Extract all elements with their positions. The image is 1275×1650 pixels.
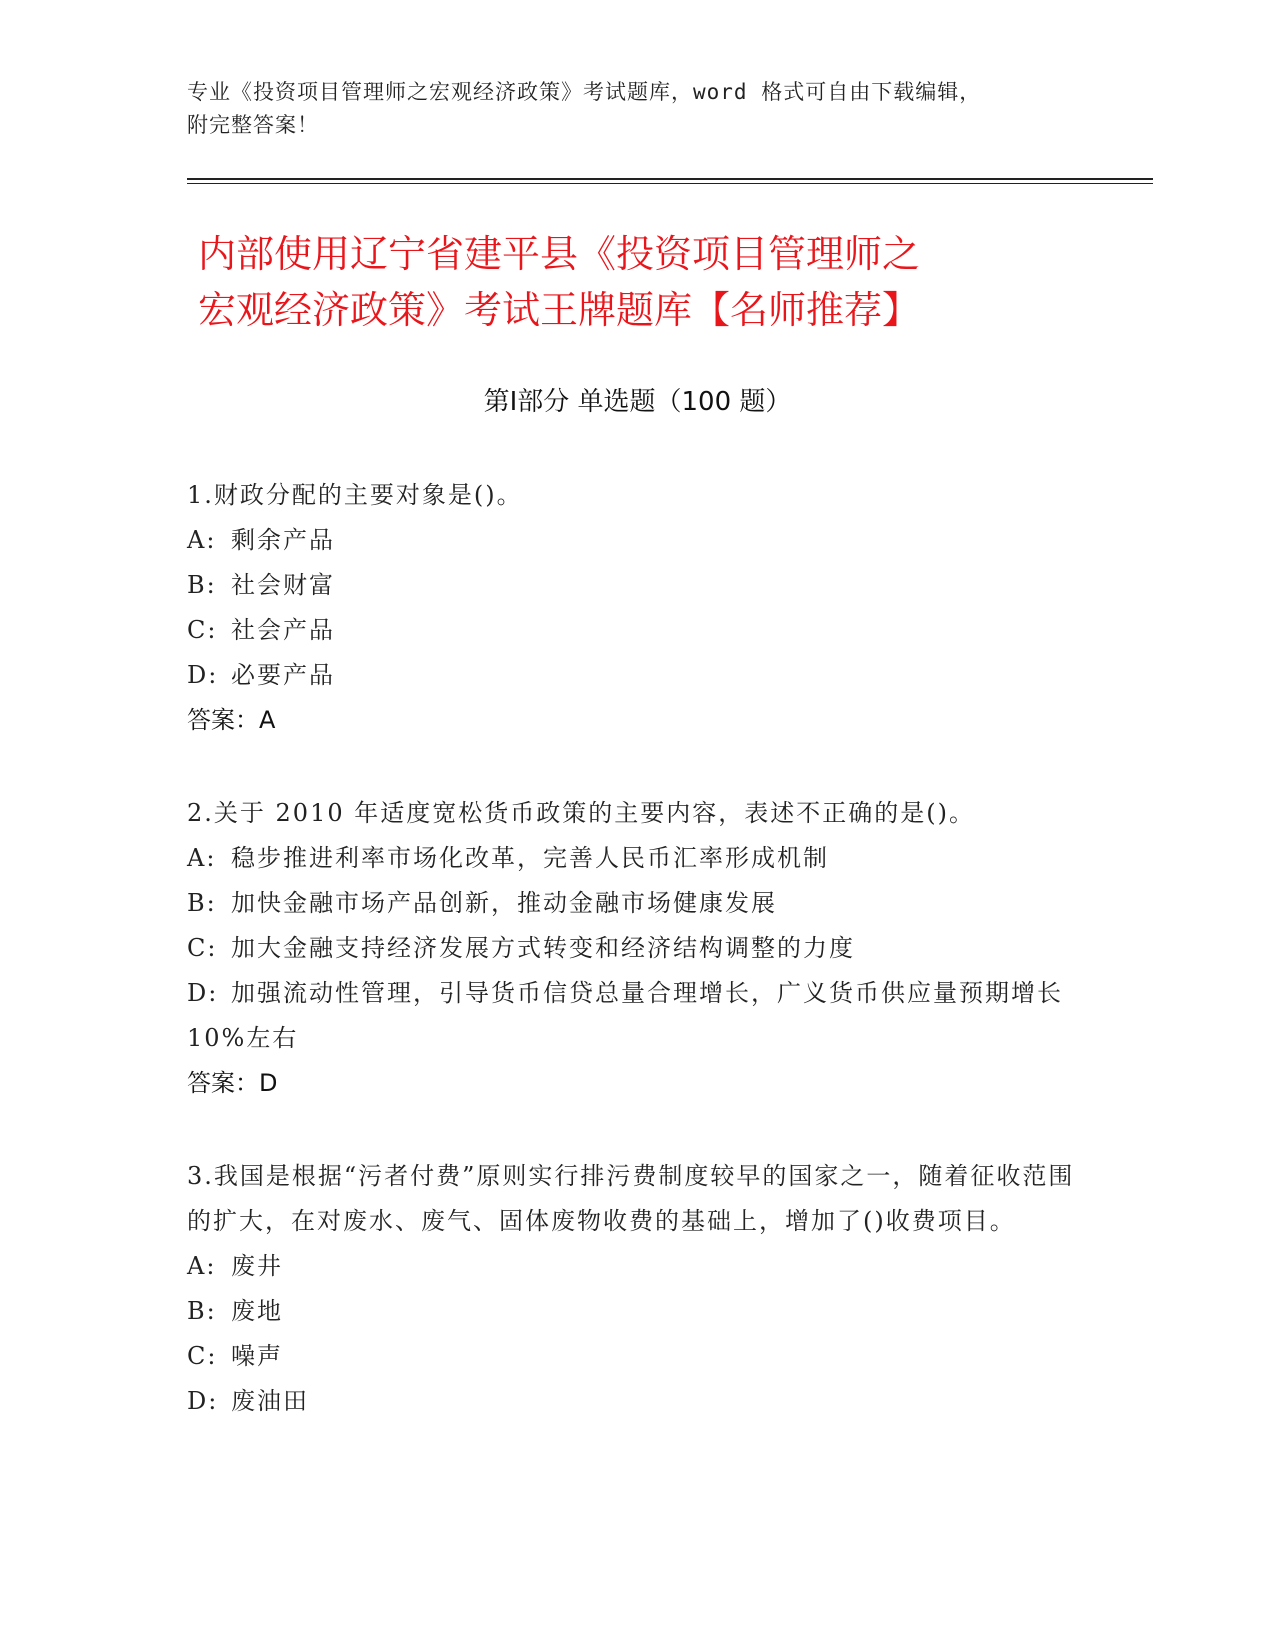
option-a	[187, 1244, 1087, 1289]
question-2	[187, 791, 1087, 1106]
answer: 答案：A	[187, 706, 276, 734]
option-d	[187, 971, 1087, 1061]
option-text: 加强流动性管理，引导货币信贷总量合理增长，广义货币供应量预期增长 10%左右	[187, 979, 1063, 1052]
option-a	[187, 518, 1087, 563]
option-c	[187, 926, 1087, 971]
header-divider-thin	[187, 183, 1153, 184]
option-d	[187, 1379, 1087, 1424]
option-text: 社会产品	[231, 616, 335, 644]
option-letter: B:	[187, 571, 217, 599]
option-letter: C:	[187, 1342, 218, 1370]
header-divider-thick	[187, 178, 1153, 180]
option-text: 废地	[231, 1297, 283, 1325]
option-text: 加快金融市场产品创新，推动金融市场健康发展	[231, 889, 777, 917]
option-letter: B:	[187, 889, 217, 917]
option-c	[187, 1334, 1087, 1379]
option-text: 必要产品	[231, 661, 335, 689]
intro-line-2: 附完整答案！	[187, 113, 319, 137]
document-title	[198, 226, 1098, 338]
option-b	[187, 1289, 1087, 1334]
option-letter: C:	[187, 934, 218, 962]
option-b	[187, 881, 1087, 926]
title-line-1: 内部使用辽宁省建平县《投资项目管理师之	[198, 232, 921, 276]
option-text: 剩余产品	[231, 526, 335, 554]
option-text: 社会财富	[231, 571, 335, 599]
option-text: 加大金融支持经济发展方式转变和经济结构调整的力度	[231, 934, 855, 962]
option-letter: C:	[187, 616, 218, 644]
section-heading: 第Ⅰ部分 单选题（100 题）	[483, 387, 792, 417]
title-line-2: 宏观经济政策》考试王牌题库【名师推荐】	[198, 288, 921, 332]
question-stem: 1.财政分配的主要对象是()。	[187, 481, 523, 509]
option-a	[187, 836, 1087, 881]
option-letter: B:	[187, 1297, 217, 1325]
option-text: 稳步推进利率市场化改革，完善人民币汇率形成机制	[231, 844, 829, 872]
option-d	[187, 653, 1087, 698]
question-stem: 2.关于 2010 年适度宽松货币政策的主要内容，表述不正确的是()。	[187, 799, 975, 827]
intro-line-1: 专业《投资项目管理师之宏观经济政策》考试题库，word 格式可自由下载编辑，	[187, 80, 982, 104]
option-letter: D:	[187, 661, 219, 689]
option-b	[187, 563, 1087, 608]
option-letter: D:	[187, 979, 219, 1007]
question-list	[187, 473, 1087, 1472]
option-letter: A:	[187, 1252, 217, 1280]
option-letter: A:	[187, 844, 217, 872]
question-3	[187, 1154, 1087, 1424]
option-letter: A:	[187, 526, 217, 554]
option-text: 废油田	[231, 1387, 309, 1415]
question-1	[187, 473, 1087, 743]
option-letter: D:	[187, 1387, 219, 1415]
option-text: 噪声	[231, 1342, 283, 1370]
question-stem: 3.我国是根据“污者付费”原则实行排污费制度较早的国家之一，随着征收范围的扩大，在对废水、废气、固体废物收费的基础上，增加了()收费项目。	[187, 1162, 1075, 1235]
option-c	[187, 608, 1087, 653]
option-text: 废井	[231, 1252, 283, 1280]
intro-text	[187, 76, 1067, 142]
answer: 答案：D	[187, 1069, 278, 1097]
